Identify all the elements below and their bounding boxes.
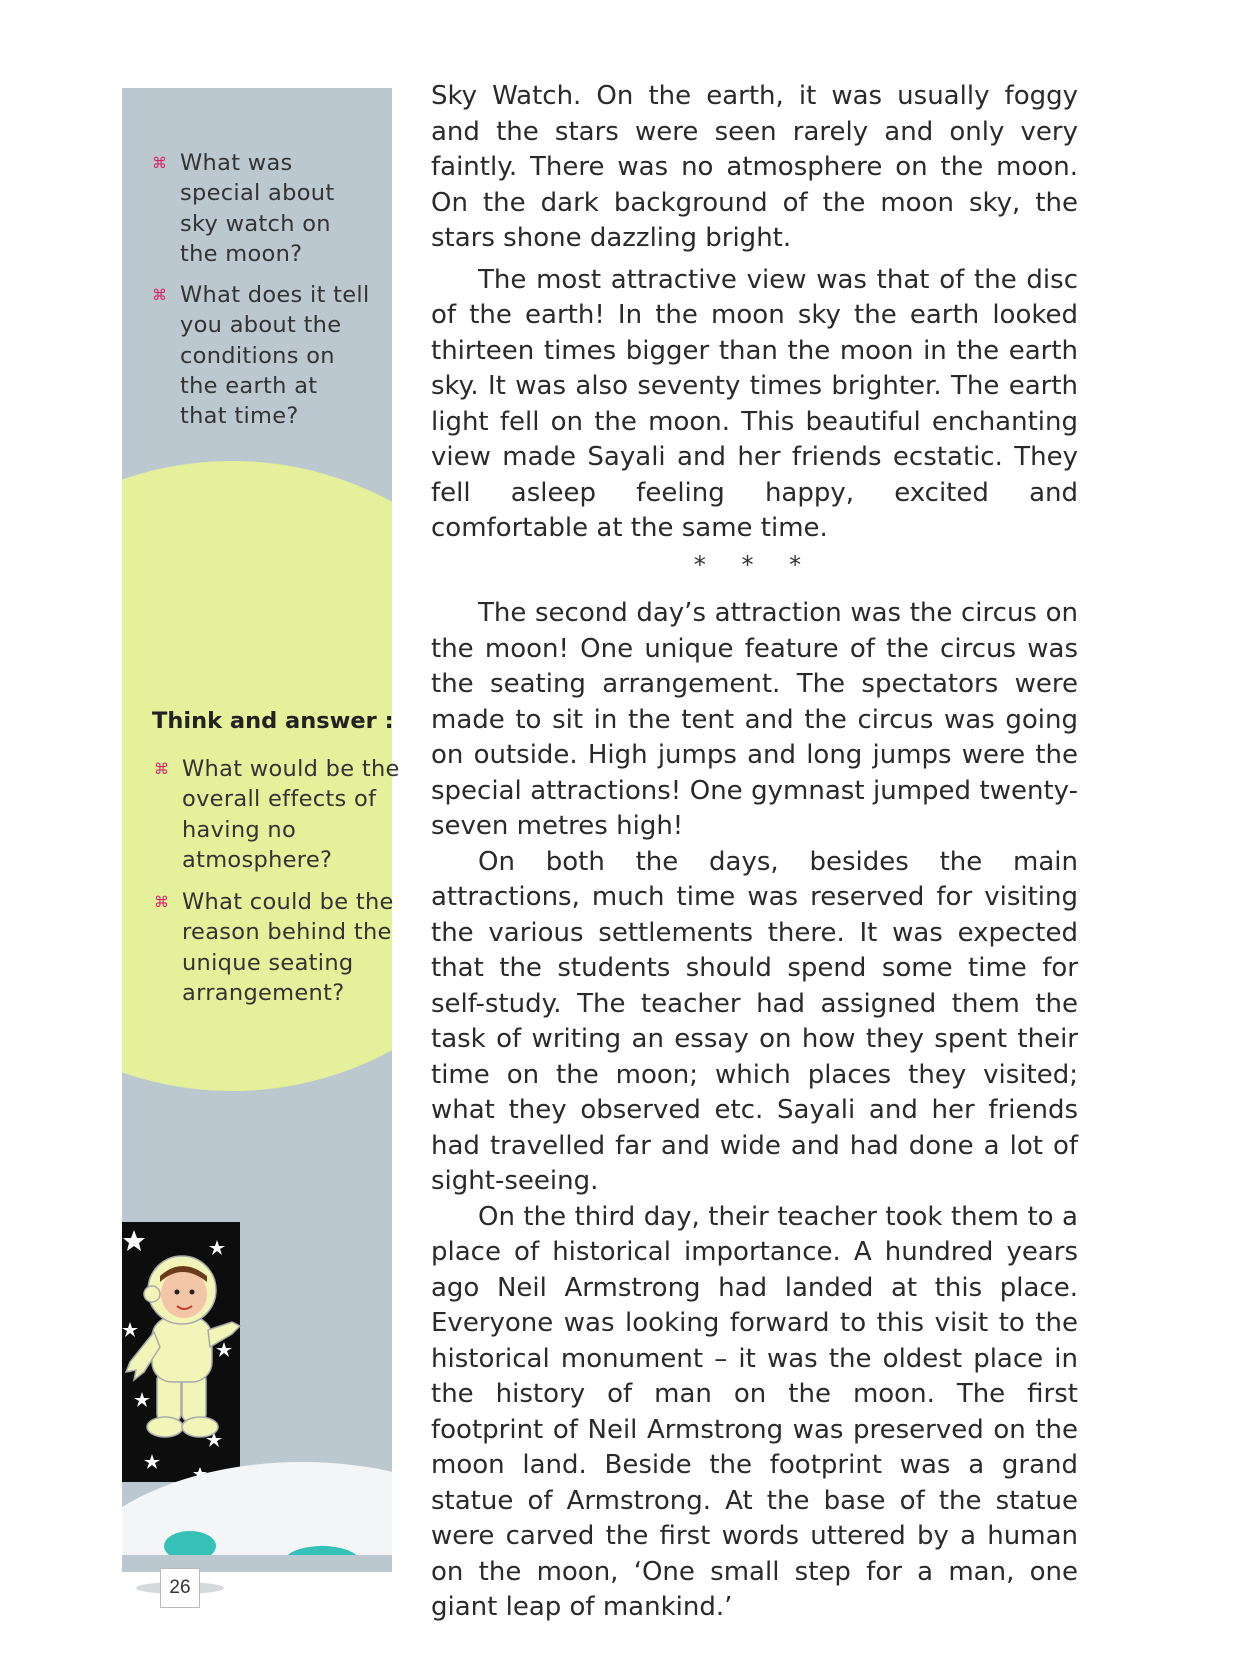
sidebar-question-4: ⌘ What could be the reason behind the unique seating arrangement? bbox=[154, 889, 394, 1006]
bullet-icon: ⌘ bbox=[152, 286, 168, 304]
sidebar-question-3: ⌘ What would be the overall effects of having no atmosphere? bbox=[154, 756, 400, 873]
paragraph-5: On the third day, their teacher took them to a place of historical importance. A hundred years ago Neil Armstrong had landed at this place. Everyone was looking forward to this visit to the historical monument – it was the oldest place in the history of man on the moon. The first footprint of Neil Armstrong was preserved on the moon land. Beside the footprint was a grand statue of Armstrong. At the base of the statue were carved the first words uttered by a human on the moon, ‘One small step for a man, one giant leap of mankind.’ bbox=[431, 1201, 1078, 1622]
bullet-icon: ⌘ bbox=[154, 893, 170, 911]
bullet-icon: ⌘ bbox=[152, 154, 168, 172]
paragraph-1: Sky Watch. On the earth, it was usually foggy and the stars were seen rarely and only very faintly. There was no atmosphere on the moon. On the dark background of the moon sky, the stars shone dazzling bright. bbox=[431, 81, 1078, 253]
paragraph-2: The most attractive view was that of the disc of the earth! In the moon sky the earth looked thirteen times bigger than the moon in the earth sky. It was also seventy times brighter. The earth light fell on the moon. This beautiful enchanting view made Sayali and her friends ecstatic. They fell asleep feeling happy, excited and comfortable at the same time. bbox=[431, 264, 1078, 543]
paragraph-3: The second day’s attraction was the circus on the moon! One unique feature of the circus was the seating arrangement. The spectators were made to sit in the tent and the circus was going on outside. High jumps and long jumps were the special attractions! One gymnast jumped twenty-seven metres high! bbox=[431, 598, 1078, 841]
sidebar-question-2: ⌘ What does it tell you about the conditions on the earth at that time? bbox=[152, 282, 370, 430]
sidebar-question-1: ⌘ What was special about sky watch on the moon? bbox=[152, 150, 335, 267]
bullet-icon: ⌘ bbox=[154, 760, 170, 778]
section-separator: * * * bbox=[693, 551, 816, 579]
page-number-tab bbox=[135, 1568, 225, 1608]
main-text-block-2 bbox=[431, 596, 1078, 1626]
page-number: 26 bbox=[160, 1568, 200, 1608]
main-text-block-1 bbox=[431, 79, 1078, 547]
astronaut-illustration bbox=[122, 1222, 392, 1572]
paragraph-4: On both the days, besides the main attractions, much time was reserved for visiting the various settlements there. It was expected that the students should spend some time for self-study. The teacher had assigned them the task of writing an essay on how they spent their time on the moon; which places they visited; what they observed etc. Sayali and her friends had travelled far and wide and had done a lot of sight-seeing. bbox=[431, 846, 1078, 1196]
think-and-answer-heading: Think and answer : bbox=[152, 708, 394, 734]
